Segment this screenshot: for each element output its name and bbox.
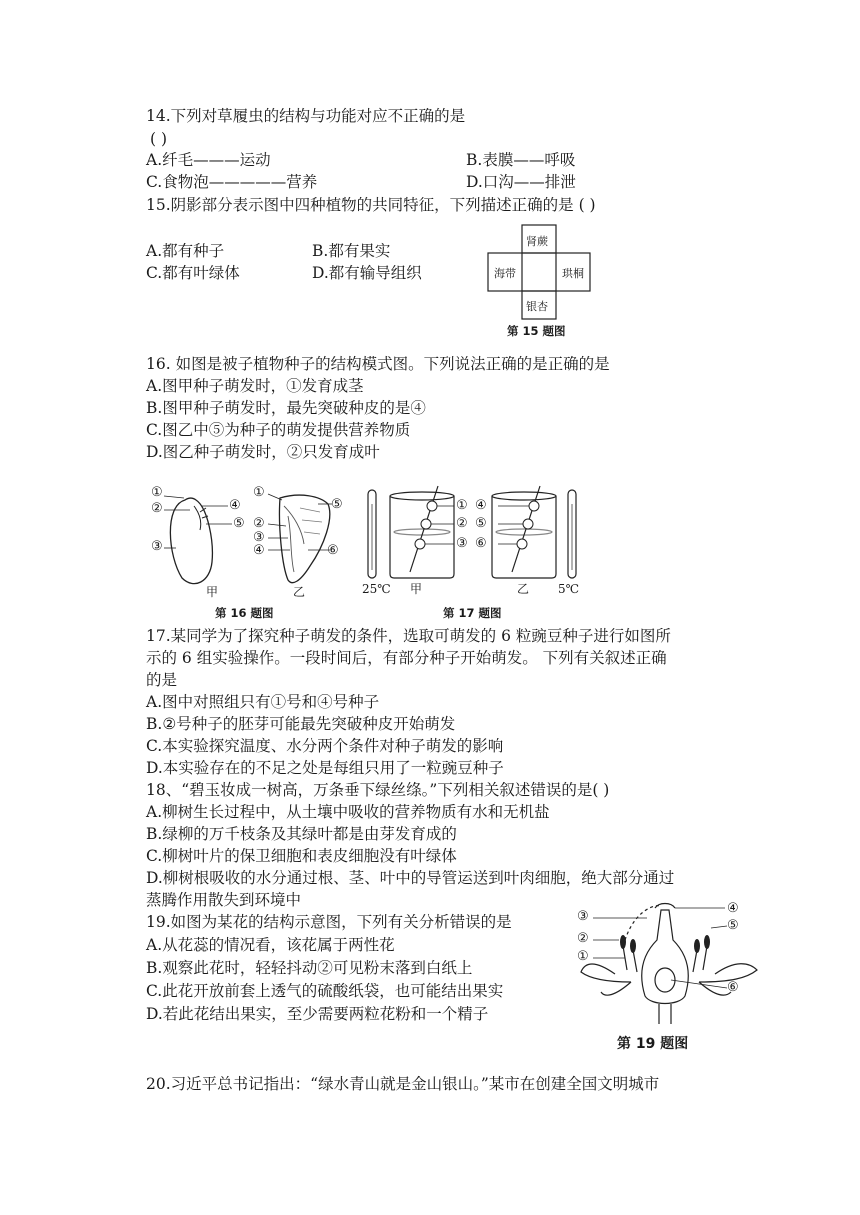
q15-figure-label-left: 海带 xyxy=(494,267,516,280)
q16-label-jia: 甲 xyxy=(206,585,219,599)
q17-mark-5: ⑤ xyxy=(475,516,487,531)
q19-option-d: D.若此花结出果实，至少需要两粒花粉和一个精子 xyxy=(146,1005,489,1023)
q16-mark-1: ① xyxy=(151,485,163,500)
q15-figure-caption: 第 15 题图 xyxy=(507,324,566,338)
q18-option-c: C.柳树叶片的保卫细胞和表皮细胞没有叶绿体 xyxy=(146,847,457,865)
q16-yi-mark-4: ④ xyxy=(253,543,265,558)
q17-label-jia: 甲 xyxy=(410,582,423,596)
q16-label-yi: 乙 xyxy=(293,585,306,599)
q19-mark-2: ② xyxy=(577,931,589,946)
q15-figure-label-top: 肾蕨 xyxy=(526,235,548,248)
q19-figure-caption: 第 19 题图 xyxy=(617,1036,689,1052)
q17-option-d: D.本实验存在的不足之处是每组只用了一粒豌豆种子 xyxy=(146,759,504,777)
q15-figure-label-bottom: 银杏 xyxy=(526,300,548,313)
q17-stem-line-2: 示的 6 组实验操作。一段时间后，有部分种子开始萌发。 下列有关叙述正确 xyxy=(146,649,667,667)
q18-option-d-line-2: 蒸腾作用散失到环境中 xyxy=(146,891,302,909)
q17-option-b: B.②号种子的胚芽可能最先突破种皮开始萌发 xyxy=(146,715,456,733)
q18-option-d-line-1: D.柳树根吸收的水分通过根、茎、叶中的导管运送到叶肉细胞，绝大部分通过 xyxy=(146,869,675,887)
q14-option-b: B.表膜——呼吸 xyxy=(466,151,576,169)
q16-mark-2: ② xyxy=(151,501,163,516)
q15-option-d: D.都有输导组织 xyxy=(312,264,422,282)
q19-stem: 19.如图为某花的结构示意图，下列有关分析错误的是 xyxy=(146,913,512,931)
q16-option-a: A.图甲种子萌发时，①发育成茎 xyxy=(146,377,364,395)
q16-yi-mark-1: ① xyxy=(253,485,265,500)
q17-mark-2: ② xyxy=(456,516,468,531)
q17-mark-3: ③ xyxy=(456,536,468,551)
q19-mark-4: ④ xyxy=(727,901,739,916)
q14-answer-blank: ( ) xyxy=(150,130,168,148)
q14-option-c: C.食物泡—————营养 xyxy=(146,173,318,191)
q16-figure-caption: 第 16 题图 xyxy=(215,606,274,620)
q14-option-a: A.纤毛———运动 xyxy=(146,151,271,169)
q16-yi-mark-2: ② xyxy=(253,516,265,531)
q17-figure-caption: 第 17 题图 xyxy=(443,606,502,620)
q16-yi-mark-5: ⑤ xyxy=(331,497,343,512)
q16-figure-seeds xyxy=(150,486,350,596)
q19-mark-3: ③ xyxy=(577,909,589,924)
q19-option-c: C.此花开放前套上透气的硫酸纸袋，也可能结出果实 xyxy=(146,982,504,1000)
q15-option-b: B.都有果实 xyxy=(312,242,391,260)
q17-stem-line-3: 的是 xyxy=(146,671,178,689)
q17-stem-line-1: 17.某同学为了探究种子萌发的条件，选取可萌发的 6 粒豌豆种子进行如图所 xyxy=(146,627,671,645)
q19-option-b: B.观察此花时，轻轻抖动②可见粉末落到白纸上 xyxy=(146,959,473,977)
q16-mark-4: ④ xyxy=(229,498,241,513)
q17-temp-left: 25℃ xyxy=(362,582,391,596)
q18-option-b: B.绿柳的万千枝条及其绿叶都是由芽发育成的 xyxy=(146,825,457,843)
q19-mark-6: ⑥ xyxy=(727,980,739,995)
q17-mark-4: ④ xyxy=(475,498,487,513)
q16-mark-3: ③ xyxy=(151,539,163,554)
q17-mark-1: ① xyxy=(456,498,468,513)
q16-option-c: C.图乙中⑤为种子的萌发提供营养物质 xyxy=(146,421,411,439)
q17-option-a: A.图中对照组只有①号和④号种子 xyxy=(146,693,380,711)
q16-yi-mark-3: ③ xyxy=(253,530,265,545)
q15-stem: 15.阴影部分表示图中四种植物的共同特征，下列描述正确的是 ( ) xyxy=(146,196,596,214)
q17-option-c: C.本实验探究温度、水分两个条件对种子萌发的影响 xyxy=(146,737,504,755)
q15-figure-label-right: 珙桐 xyxy=(562,267,584,280)
q16-yi-mark-6: ⑥ xyxy=(327,543,339,558)
q18-stem: 18、“碧玉妆成一树高，万条垂下绿丝绦。”下列相关叙述错误的是( ) xyxy=(146,781,610,799)
q19-option-a: A.从花蕊的情况看，该花属于两性花 xyxy=(146,936,395,954)
q14-option-d: D.口沟——排泄 xyxy=(466,173,576,191)
q16-stem: 16. 如图是被子植物种子的结构模式图。下列说法正确的是正确的是 xyxy=(146,355,610,373)
q18-option-a: A.柳树生长过程中，从土壤中吸收的营养物质有水和无机盐 xyxy=(146,803,550,821)
q17-temp-right: 5℃ xyxy=(558,582,580,596)
q17-label-yi: 乙 xyxy=(517,582,530,596)
q17-mark-6: ⑥ xyxy=(475,536,487,551)
q19-mark-5: ⑤ xyxy=(727,918,739,933)
q14-stem: 14.下列对草履虫的结构与功能对应不正确的是 xyxy=(146,107,466,125)
q16-option-b: B.图甲种子萌发时，最先突破种皮的是④ xyxy=(146,399,426,417)
q15-option-c: C.都有叶绿体 xyxy=(146,264,240,282)
q15-option-a: A.都有种子 xyxy=(146,242,225,260)
q20-stem: 20.习近平总书记指出：“绿水青山就是金山银山。”某市在创建全国文明城市 xyxy=(146,1075,660,1093)
q16-mark-5: ⑤ xyxy=(233,516,245,531)
q16-option-d: D.图乙种子萌发时，②只发育成叶 xyxy=(146,443,380,461)
q19-mark-1: ① xyxy=(577,949,589,964)
